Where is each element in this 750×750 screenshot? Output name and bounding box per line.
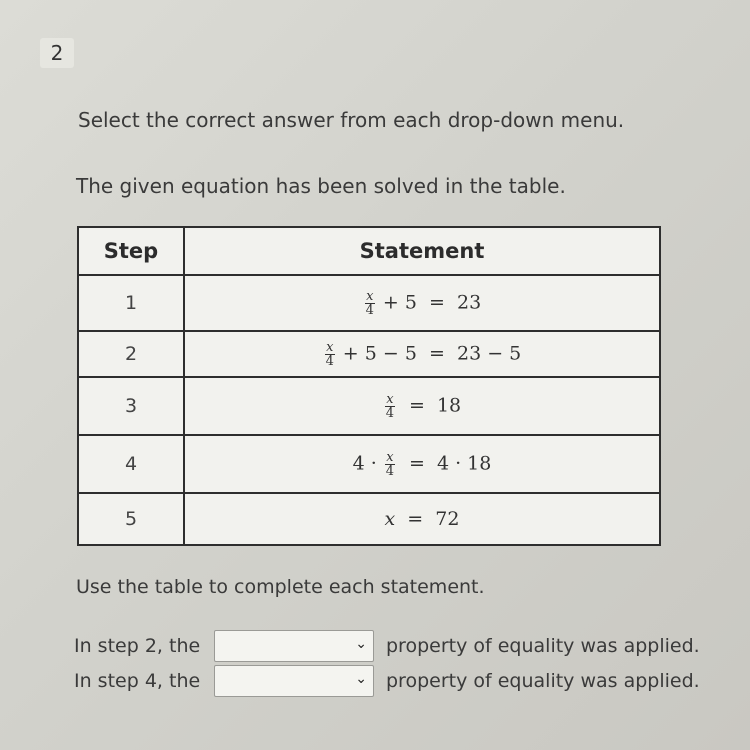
table-row bbox=[78, 275, 660, 331]
statement-suffix: property of equality was applied. bbox=[386, 670, 700, 692]
fraction: $\frac{x}{4}$ bbox=[325, 339, 334, 369]
statement-cell: x = 72 bbox=[184, 493, 660, 545]
statement-suffix: property of equality was applied. bbox=[386, 635, 700, 657]
step-4-property-dropdown[interactable] bbox=[214, 665, 374, 697]
header-statement: Statement bbox=[184, 227, 660, 275]
given-text: The given equation has been solved in the table. bbox=[76, 174, 566, 198]
statement-label: In step 4, the bbox=[74, 670, 201, 692]
statement-cell: $\frac{x}{4}$ + 5 − 5 = 23 − 5 bbox=[184, 331, 660, 377]
step-number: 5 bbox=[78, 493, 184, 545]
step-2-property-dropdown[interactable] bbox=[214, 630, 374, 662]
statement-cell: $\frac{x}{4}$ + 5 = 23 bbox=[184, 275, 660, 331]
statement-step-4 bbox=[74, 665, 700, 697]
use-table-text: Use the table to complete each statement. bbox=[76, 576, 485, 598]
step-number: 3 bbox=[78, 377, 184, 435]
step-number: 1 bbox=[78, 275, 184, 331]
table-row bbox=[78, 493, 660, 545]
step-number: 2 bbox=[78, 331, 184, 377]
chevron-down-icon: ⌄ bbox=[355, 636, 367, 652]
statement-step-2 bbox=[74, 630, 700, 662]
table-row bbox=[78, 377, 660, 435]
statement-cell: 4 · $\frac{x}{4}$ = 4 · 18 bbox=[184, 435, 660, 493]
chevron-down-icon: ⌄ bbox=[355, 671, 367, 687]
fraction: $\frac{x}{4}$ bbox=[365, 288, 374, 318]
steps-table bbox=[77, 226, 661, 546]
step-number: 4 bbox=[78, 435, 184, 493]
table-row bbox=[78, 331, 660, 377]
fraction: $\frac{x}{4}$ bbox=[385, 449, 395, 479]
table-row bbox=[78, 435, 660, 493]
instruction-text: Select the correct answer from each drop-down menu. bbox=[78, 108, 625, 132]
table-header-row bbox=[78, 227, 660, 275]
statement-label: In step 2, the bbox=[74, 635, 201, 657]
header-step: Step bbox=[78, 227, 184, 275]
fraction: $\frac{x}{4}$ bbox=[385, 391, 394, 421]
question-number: 2 bbox=[40, 38, 74, 68]
statement-cell: $\frac{x}{4}$ = 18 bbox=[184, 377, 660, 435]
